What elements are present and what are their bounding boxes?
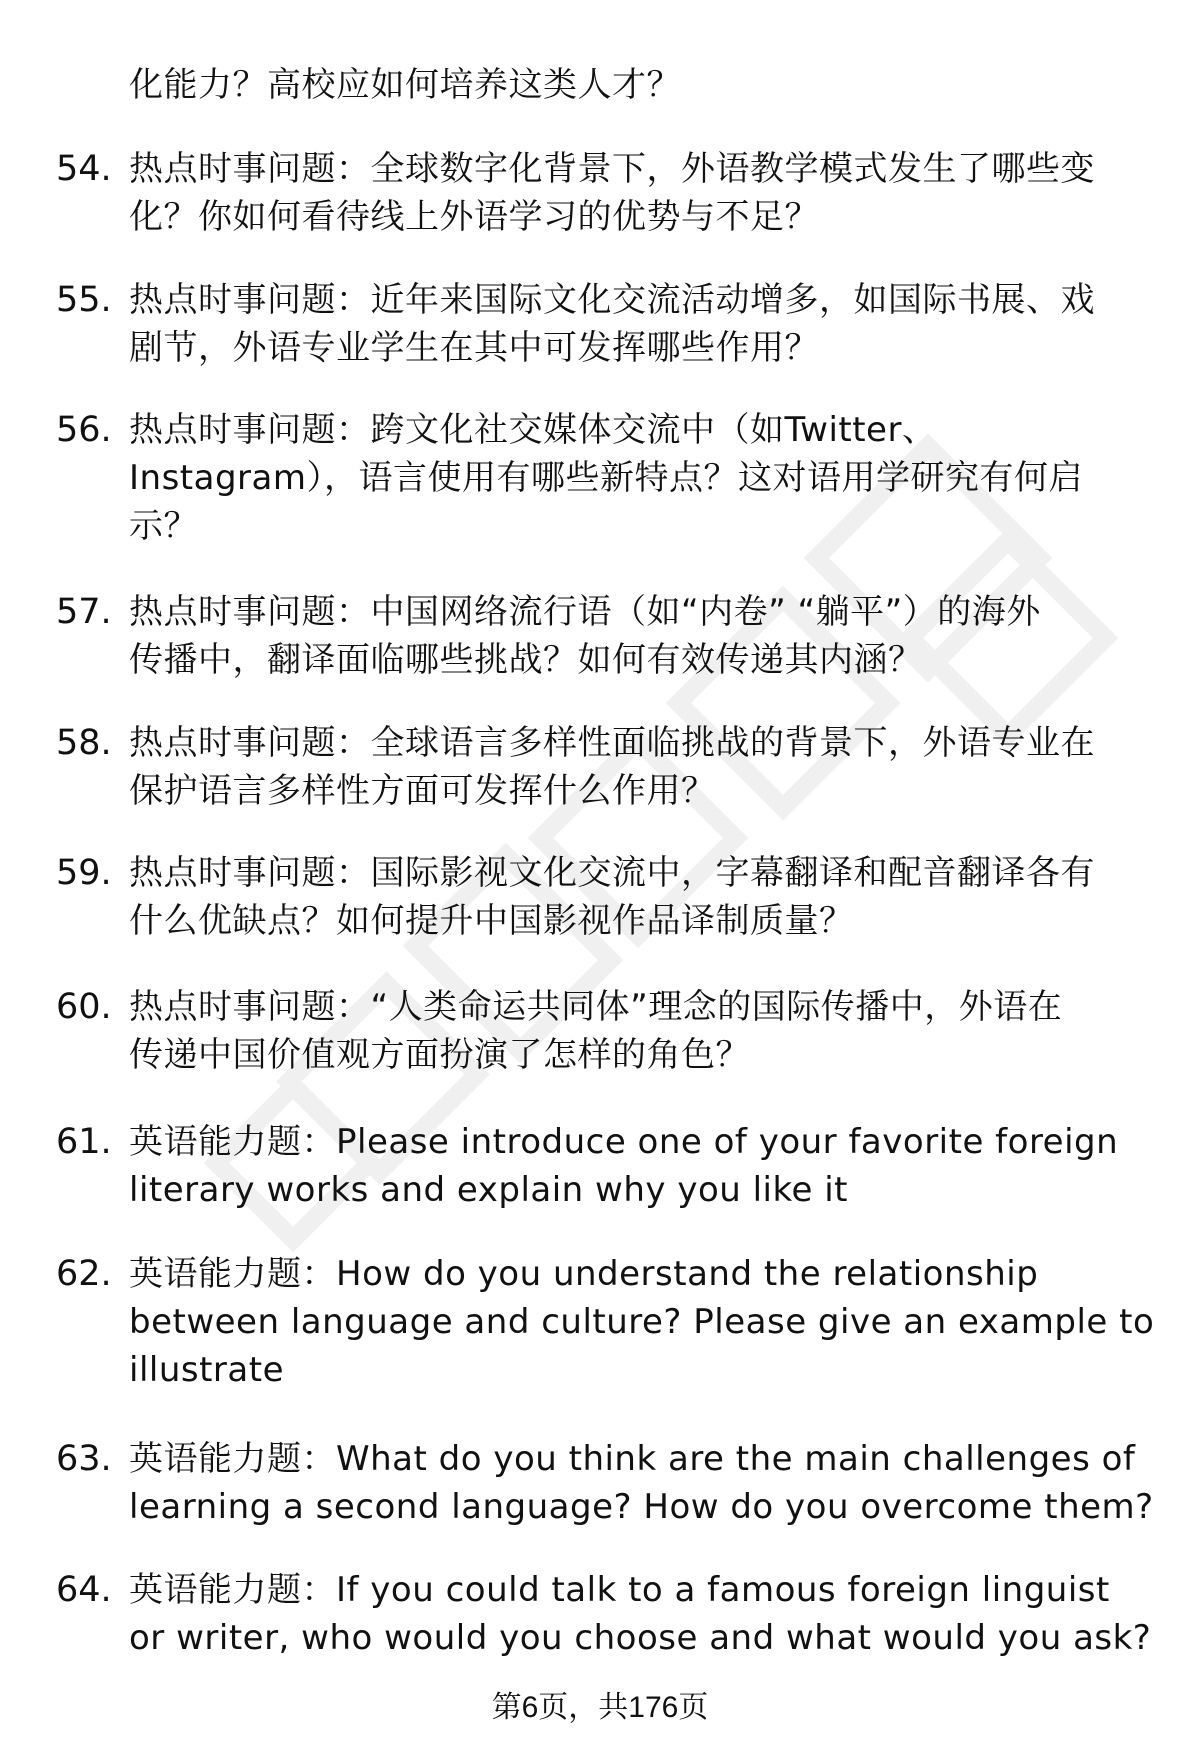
text-line: literary works and explain why you like it (129, 1170, 848, 1210)
text-line: 热点时事问题：跨文化社交媒体交流中（如Twitter、 (129, 410, 937, 450)
text-line: or writer, who would you choose and what would you ask? (129, 1618, 1152, 1658)
text-line: 热点时事问题：近年来国际文化交流活动增多，如国际书展、戏 (129, 280, 1095, 320)
question-number: 61. (56, 1122, 112, 1162)
text-line: 热点时事问题：国际影视文化交流中，字幕翻译和配音翻译各有 (129, 853, 1095, 893)
page-indicator: 第6页，共176页 (491, 1691, 709, 1724)
text-line: 热点时事问题：中国网络流行语（如“内卷” “躺平”）的海外 (129, 592, 1041, 632)
question-number: 63. (56, 1439, 112, 1479)
text-line: Instagram），语言使用有哪些新特点？这对语用学研究有何启 (129, 458, 1083, 498)
text-line: 英语能力题：How do you understand the relationship (129, 1254, 1039, 1294)
question-number: 57. (56, 592, 112, 632)
text-line: 剧节，外语专业学生在其中可发挥哪些作用？ (129, 328, 819, 368)
text-line: 传播中，翻译面临哪些挑战？如何有效传递其内涵？ (129, 640, 923, 680)
text-line: between language and culture? Please give an example to (129, 1302, 1155, 1342)
text-line: 热点时事问题：全球数字化背景下，外语教学模式发生了哪些变 (129, 149, 1095, 189)
text-line: 英语能力题：If you could talk to a famous foreign linguist (129, 1570, 1110, 1610)
text-line: 化能力？高校应如何培养这类人才？ (129, 65, 681, 105)
text-line: 示？ (129, 506, 198, 546)
question-number: 55. (56, 280, 112, 320)
text-line: 什么优缺点？如何提升中国影视作品译制质量？ (129, 901, 854, 941)
text-line: 传递中国价值观方面扮演了怎样的角色？ (129, 1035, 750, 1075)
question-number: 62. (56, 1254, 112, 1294)
question-number: 59. (56, 853, 112, 893)
text-line: 化？你如何看待线上外语学习的优势与不足？ (129, 197, 819, 237)
text-line: 热点时事问题：全球语言多样性面临挑战的背景下，外语专业在 (129, 723, 1095, 763)
text-line: 保护语言多样性方面可发挥什么作用？ (129, 771, 716, 811)
question-number: 58. (56, 723, 112, 763)
text-line: 英语能力题：What do you think are the main challenges of (129, 1439, 1136, 1479)
text-line: 热点时事问题：“人类命运共同体”理念的国际传播中，外语在 (129, 987, 1063, 1027)
question-number: 64. (56, 1570, 112, 1610)
question-number: 54. (56, 149, 112, 189)
text-line: learning a second language? How do you overcome them? (129, 1487, 1154, 1527)
text-line: 英语能力题：Please introduce one of your favorite foreign (129, 1122, 1119, 1162)
question-number: 60. (56, 987, 112, 1027)
text-line: illustrate (129, 1350, 284, 1390)
question-number: 56. (56, 410, 112, 450)
